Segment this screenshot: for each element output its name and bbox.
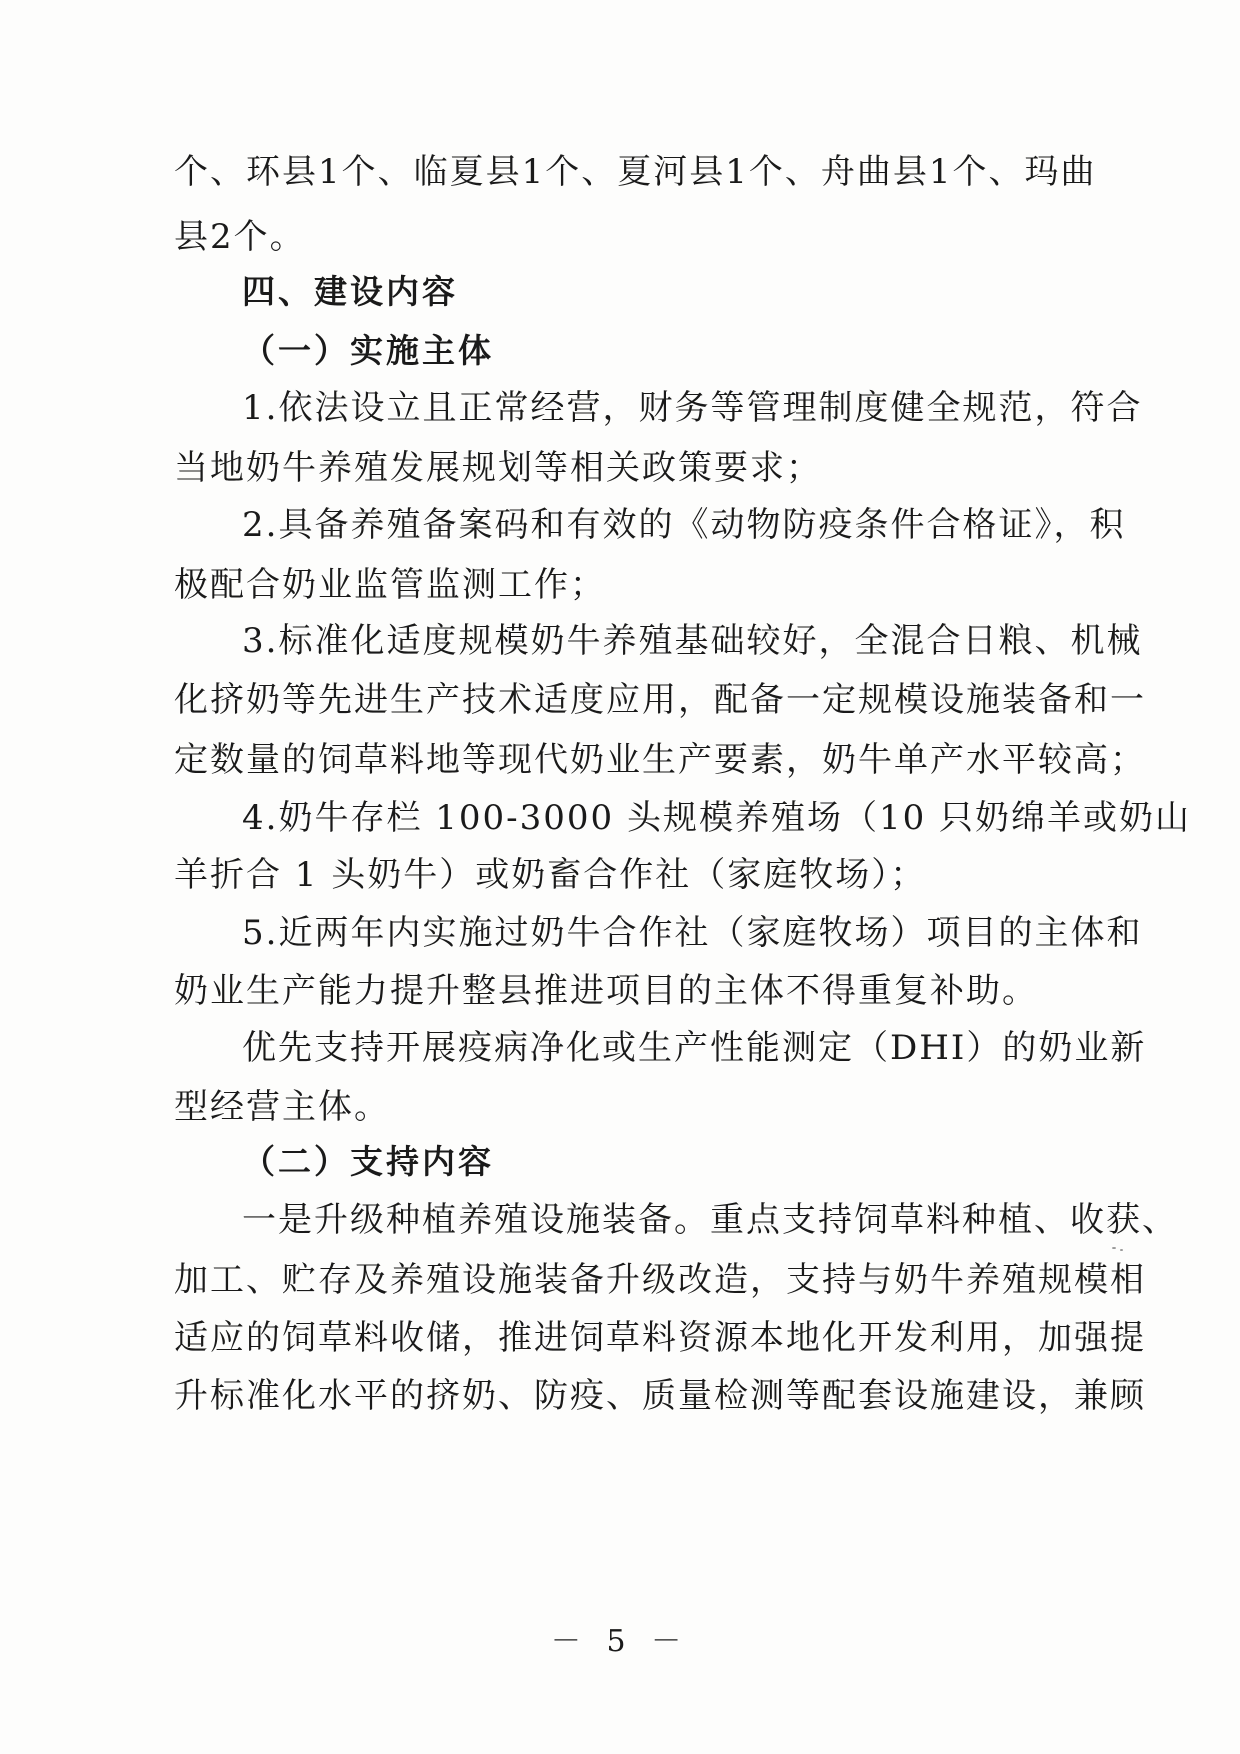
subsection-heading: （一）实施主体 <box>242 331 494 370</box>
text-line: 奶业生产能力提升整县推进项目的主体不得重复补助。 <box>174 971 1038 1011</box>
text-line: 升标准化水平的挤奶、防疫、质量检测等配套设施建设，兼顾 <box>174 1376 1146 1416</box>
text-line: 型经营主体。 <box>174 1087 390 1127</box>
text-line: 当地奶牛养殖发展规划等相关政策要求； <box>174 448 822 488</box>
subsection-heading: （二）支持内容 <box>242 1142 494 1181</box>
text-line: 2.具备养殖备案码和有效的《动物防疫条件合格证》，积 <box>242 505 1126 545</box>
text-line: 羊折合 1 头奶牛）或奶畜合作社（家庭牧场）； <box>174 855 927 895</box>
text-line: 县2个。 <box>174 217 306 257</box>
page-number: － 5 － <box>550 1624 690 1659</box>
text-line: 适应的饲草料收储，推进饲草料资源本地化开发利用，加强提 <box>174 1318 1146 1358</box>
text-line: 4.奶牛存栏 100-3000 头规模养殖场（10 只奶绵羊或奶山 <box>242 798 1192 838</box>
text-line: 1.依法设立且正常经营，财务等管理制度健全规范，符合 <box>242 388 1143 428</box>
text-line: 加工、贮存及养殖设施装备升级改造，支持与奶牛养殖规模相 <box>174 1260 1146 1300</box>
text-line: 定数量的饲草料地等现代奶业生产要素，奶牛单产水平较高； <box>174 740 1146 780</box>
scan-speck <box>1120 1249 1123 1251</box>
text-line: 一是升级种植养殖设施装备。重点支持饲草料种植、收获、 <box>242 1200 1178 1240</box>
text-line: 个、环县1个、临夏县1个、夏河县1个、舟曲县1个、玛曲 <box>174 152 1097 192</box>
section-heading: 四、建设内容 <box>242 272 458 311</box>
text-line: 3.标准化适度规模奶牛养殖基础较好，全混合日粮、机械 <box>242 621 1143 661</box>
text-line: 优先支持开展疫病净化或生产性能测定（DHI）的奶业新 <box>242 1028 1147 1068</box>
scan-speck <box>1112 1247 1116 1249</box>
text-line: 5.近两年内实施过奶牛合作社（家庭牧场）项目的主体和 <box>242 913 1143 953</box>
text-line: 化挤奶等先进生产技术适度应用，配备一定规模设施装备和一 <box>174 680 1146 720</box>
text-line: 极配合奶业监管监测工作； <box>174 565 606 605</box>
